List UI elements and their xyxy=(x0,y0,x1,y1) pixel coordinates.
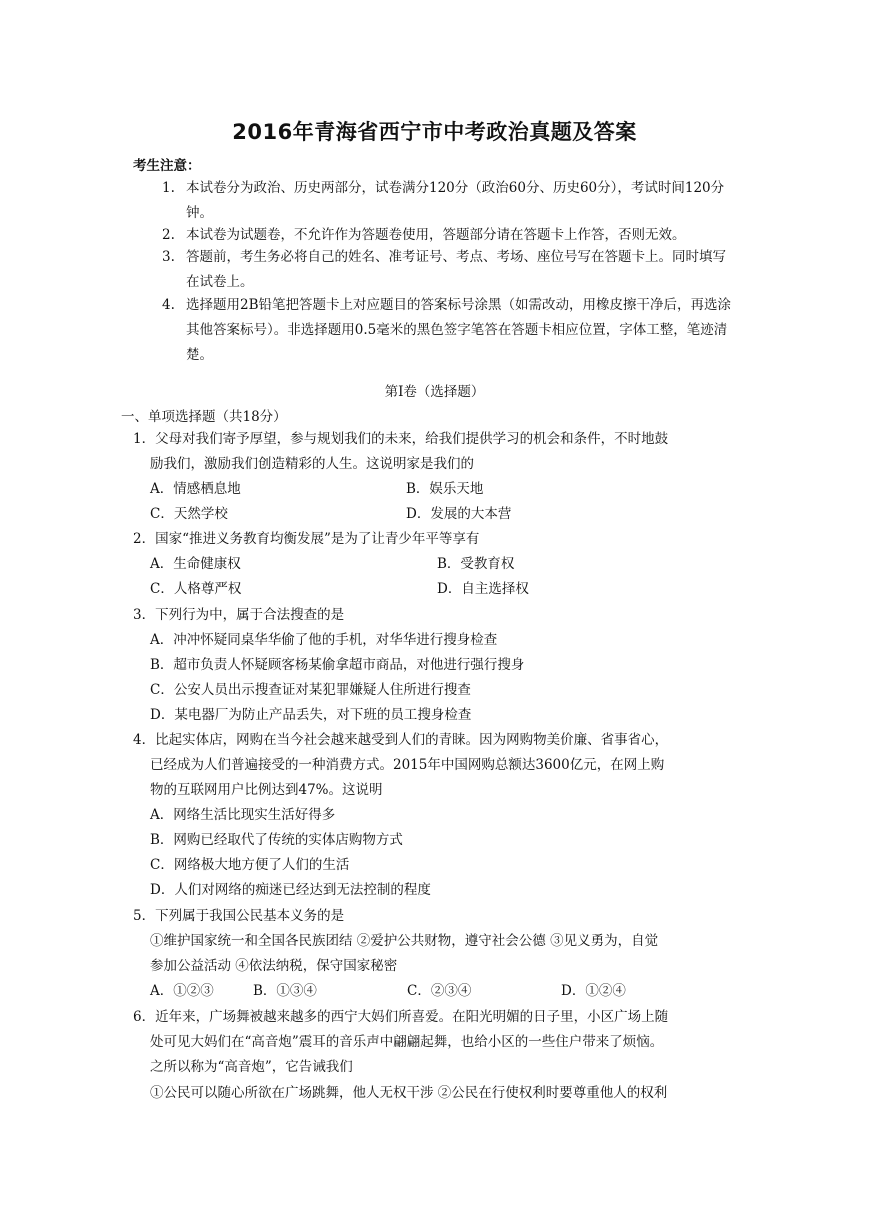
question-2-stem: 2．国家“推进义务教育均衡发展”是为了让青少年平等享有 xyxy=(133,531,480,547)
notice-item-text: 选择题用2B铅笔把答题卡上对应题目的答案标号涂黑（如需改动，用橡皮擦干净后，再选涂其他答案标号）。非选择题用0.5毫米的黑色签字笔答在答题卡相应位置，字体工整，笔迹清楚。 xyxy=(186,297,732,363)
question-1-option-d: D．发展的大本营 xyxy=(406,506,512,522)
question-5-option-c: C．②③④ xyxy=(407,983,472,999)
question-5-stem-cont: 参加公益活动 ④依法纳税，保守国家秘密 xyxy=(150,958,398,974)
question-3-option-a: A．冲冲怀疑同桌华华偷了他的手机，对华华进行搜身检查 xyxy=(150,632,498,648)
question-2-option-d: D．自主选择权 xyxy=(437,581,529,597)
question-5-option-b: B．①③④ xyxy=(253,983,317,999)
notice-item-text: 答题前，考生务必将自己的姓名、准考证号、考点、考场、座位号写在答题卡上。同时填写在试卷上。 xyxy=(186,249,726,290)
question-4-stem: 4．比起实体店，网购在当今社会越来越受到人们的青睐。因为网购物美价廉、省事省心， xyxy=(133,732,669,748)
question-5-option-a: A．①②③ xyxy=(150,983,214,999)
question-4-stem-cont: 物的互联网用户比例达到47%。这说明 xyxy=(150,782,383,798)
question-6-stem-cont: ①公民可以随心所欲在广场跳舞，他人无权干涉 ②公民在行使权利时要尊重他人的权利 xyxy=(150,1085,668,1101)
question-1-option-a: A．情感栖息地 xyxy=(150,481,241,497)
question-3-option-b: B．超市负责人怀疑顾客杨某偷拿超市商品，对他进行强行搜身 xyxy=(150,657,525,673)
question-4-option-c: C．网络极大地方便了人们的生活 xyxy=(150,857,350,873)
notice-item-number: 4. xyxy=(162,297,175,313)
question-4-option-b: B．网购已经取代了传统的实体店购物方式 xyxy=(150,832,403,848)
section-title: 第Ⅰ卷（选择题） xyxy=(384,384,485,400)
question-6-stem: 6．近年来，广场舞被越来越多的西宁大妈们所喜爱。在阳光明媚的日子里，小区广场上随 xyxy=(133,1009,669,1025)
question-1-stem-cont: 励我们，激励我们创造精彩的人生。这说明家是我们的 xyxy=(150,456,474,472)
question-5-stem: 5．下列属于我国公民基本义务的是 xyxy=(133,908,345,924)
question-6-stem-cont: 之所以称为“高音炮”，它告诫我们 xyxy=(150,1059,353,1075)
question-6-stem-cont: 处可见大妈们在“高音炮”震耳的音乐声中翩翩起舞，也给小区的一些住户带来了烦恼。 xyxy=(150,1034,664,1050)
question-2-option-a: A．生命健康权 xyxy=(150,556,241,572)
notice-item-text: 本试卷为试题卷，不允许作为答题卷使用，答题部分请在答题卡上作答，否则无效。 xyxy=(186,227,686,243)
notice-item xyxy=(162,245,736,295)
notice-item-number: 3. xyxy=(162,249,175,265)
notice-item xyxy=(162,293,736,368)
notice-item xyxy=(162,176,736,226)
notice-item-number: 2. xyxy=(162,227,175,243)
question-2-option-b: B．受教育权 xyxy=(437,556,515,572)
question-2-option-c: C．人格尊严权 xyxy=(150,581,242,597)
question-1-stem: 1．父母对我们寄予厚望，参与规划我们的未来，给我们提供学习的机会和条件，不时地鼓 xyxy=(133,431,669,447)
question-4-option-d: D．人们对网络的痴迷已经达到无法控制的程度 xyxy=(150,882,431,898)
question-1-option-c: C．天然学校 xyxy=(150,506,228,522)
notice-item-number: 1. xyxy=(162,180,175,196)
question-4-option-a: A．网络生活比现实生活好得多 xyxy=(150,807,336,823)
question-5-stem-cont: ①维护国家统一和全国各民族团结 ②爱护公共财物，遵守社会公德 ③见义勇为，自觉 xyxy=(150,933,659,949)
question-3-option-d: D．某电器厂为防止产品丢失，对下班的员工搜身检查 xyxy=(150,707,472,723)
notice-item-text: 本试卷分为政治、历史两部分，试卷满分120分（政治60分、历史60分），考试时间120分钟。 xyxy=(186,180,725,221)
part-title: 一、单项选择题（共18分） xyxy=(121,409,287,425)
question-3-stem: 3．下列行为中，属于合法搜查的是 xyxy=(133,607,345,623)
page-title: 2016年青海省西宁市中考政治真题及答案 xyxy=(232,120,637,144)
question-5-option-d: D．①②④ xyxy=(561,983,626,999)
notice-heading: 考生注意： xyxy=(133,158,201,174)
question-1-option-b: B．娱乐天地 xyxy=(406,481,484,497)
question-4-stem-cont: 已经成为人们普遍接受的一种消费方式。2015年中国网购总额达3600亿元，在网上购 xyxy=(150,757,665,773)
question-3-option-c: C．公安人员出示搜查证对某犯罪嫌疑人住所进行搜查 xyxy=(150,682,471,698)
